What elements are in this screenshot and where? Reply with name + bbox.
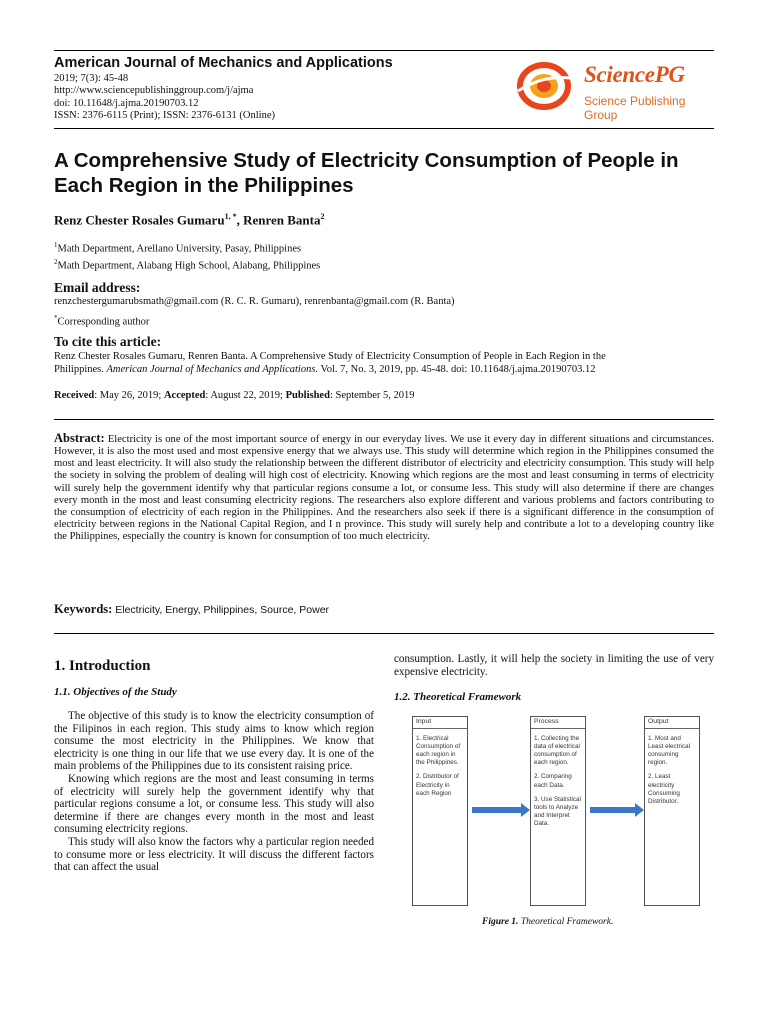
corr-sup: *	[54, 314, 58, 322]
right-column-text	[394, 653, 714, 678]
arrow-right-icon	[472, 807, 522, 813]
author-line	[54, 212, 324, 228]
keywords-label: Keywords:	[54, 602, 113, 616]
process-item-2: 2. Comparing each Data.	[534, 773, 572, 789]
affiliation-2	[54, 258, 320, 272]
author-1-sup: 1, *	[224, 212, 237, 221]
journal-meta	[54, 73, 275, 123]
cite-text	[54, 351, 714, 377]
email-heading: Email address:	[54, 280, 141, 295]
abstract-top-rule	[54, 419, 714, 420]
paragraph-1: The objective of this study is to know the electricity consumption of the Filipinos in each region. This study aims to know which region consume the most electricity in the Philippines. We know that electricity is one thing in our life that we use every day. It is one of the main problems of the Philippines due to its consistent raising price.	[54, 710, 374, 773]
output-box	[644, 716, 700, 906]
output-item-1: 1. Most and Least electrical consuming region.	[648, 735, 690, 767]
issn-line: ISSN: 2376-6115 (Print); ISSN: 2376-6131 (Online)	[54, 110, 275, 122]
paragraph-4: consumption. Lastly, it will help the society in limiting the use of very expensive electricity.	[394, 653, 714, 678]
input-item-1: 1. Electrical Consumption of each region in the Philippines.	[416, 735, 461, 767]
process-box	[530, 716, 586, 906]
input-box	[412, 716, 468, 906]
cite-journal: American Journal of Mechanics and Applications	[106, 363, 316, 375]
affiliation-1-text: Math Department, Arellano University, Pasay, Philippines	[57, 243, 302, 255]
corr-text: Corresponding author	[57, 316, 150, 328]
process-item-3: 3. Use Statistical tools to Analyze and Interpret Data.	[534, 795, 581, 827]
output-item-2: 2. Least electricity Consuming Distributor.	[648, 773, 680, 805]
figure-caption	[482, 917, 613, 927]
theoretical-framework-figure	[410, 710, 714, 912]
input-heading: Input	[413, 717, 467, 729]
abstract-label: Abstract:	[54, 431, 105, 445]
author-sep: ,	[236, 212, 244, 228]
output-heading: Output	[645, 717, 699, 729]
arrow-right-icon	[590, 807, 636, 813]
sciencepg-logo	[512, 58, 712, 122]
cite-post: . Vol. 7, No. 3, 2019, pp. 45-48. doi: 10.11648/j.ajma.20190703.12	[315, 363, 596, 375]
doi-line: doi: 10.11648/j.ajma.20190703.12	[54, 97, 199, 109]
volume-line: 2019; 7(3): 45-48	[54, 73, 129, 84]
accepted-label: Accepted	[163, 390, 206, 401]
affiliation-1	[54, 241, 301, 255]
process-heading: Process	[531, 717, 585, 729]
article-dates	[54, 390, 415, 403]
abstract	[54, 432, 714, 543]
input-item-2: 2. Distributor of Electricity in each Region	[416, 773, 459, 797]
published-label: Published	[285, 390, 330, 401]
figure-caption-label: Figure 1.	[482, 917, 519, 927]
top-rule	[54, 50, 714, 51]
author-2: Renren Banta	[243, 212, 321, 228]
figure-caption-text: Theoretical Framework.	[518, 917, 614, 927]
cite-heading: To cite this article:	[54, 334, 162, 349]
keywords	[54, 602, 329, 617]
author-1: Renz Chester Rosales Gumaru	[54, 212, 225, 228]
corresponding-author	[54, 312, 149, 329]
abstract-bottom-rule	[54, 633, 714, 634]
keywords-text: Electricity, Energy, Philippines, Source, Power	[115, 604, 330, 616]
affiliation-2-text: Math Department, Alabang High School, Alabang, Philippines	[57, 260, 321, 272]
header-rule	[54, 128, 714, 129]
paragraph-2: Knowing which regions are the most and least consuming in terms of electricity will surely help the government identify why that particular regions consume a lot, or consume less. This study will also determine if there are changes every month in the most and least consuming electricity regions.	[54, 772, 374, 836]
subsection-heading-objectives: 1.1. Objectives of the Study	[54, 686, 177, 698]
left-column-text	[54, 710, 374, 874]
received-date: : May 26, 2019;	[94, 390, 164, 401]
cite-line-2	[54, 364, 714, 377]
subsection-heading-framework: 1.2. Theoretical Framework	[394, 691, 522, 703]
logo-brand: SciencePG	[584, 62, 685, 87]
section-heading-introduction: 1. Introduction	[54, 658, 151, 674]
logo-ring-icon	[516, 61, 578, 111]
accepted-date: : August 22, 2019;	[205, 390, 286, 401]
journal-url[interactable]: http://www.sciencepublishinggroup.com/j/ajma	[54, 85, 254, 97]
cite-line-1: Renz Chester Rosales Gumaru, Renren Banta. A Comprehensive Study of Electricity Consumption of People in Each Region in the	[54, 351, 606, 362]
received-label: Received	[54, 390, 95, 401]
abstract-text: Electricity is one of the most important source of energy in our everyday lives. We use it every day in different situations and circumstances. However, it is also the most used and most expensive energy that we always use. This study will determine which region in the Philippines consumed the most and least electricity. It will also study the relationship between the different distributor of electricity and electricity consumption. This study will help the society in solving the problem of dealing will high cost of electricity. Knowing which regions are the most and least consuming in terms of electricity will surely help the government identify why that particular regions consume a lot, or consume less. This study will also determine if there are changes every month in the most and least consuming electricity regions. The researchers also explore different and various problems and factors contributing to the consumption of electricity of each region in the Philippines. And the researchers also seek if there is a significant difference in the consumption of electricity between regions in the National Capital Region, and I n province. This study will surely help and contribute a lot to a developing country like the Philippines, especially the country is known for consumption of too much electricity.	[54, 434, 714, 543]
process-item-1: 1. Collecting the data of electrical consumption of each region.	[534, 735, 580, 767]
affiliation-1-sup: 1	[54, 241, 58, 249]
paragraph-3: This study will also know the factors why a particular region needed to consume more or less electricity. It will discuss the different factors that can affect the usual	[54, 835, 374, 874]
cite-pre: Philippines.	[54, 363, 107, 375]
published-date: : September 5, 2019	[329, 390, 415, 401]
email-addresses[interactable]: renzchestergumarubsmath@gmail.com (R. C. R. Gumaru), renrenbanta@gmail.com (R. Banta)	[54, 296, 455, 307]
affiliation-2-sup: 2	[54, 258, 58, 266]
journal-name: American Journal of Mechanics and Applications	[54, 55, 393, 71]
logo-subtitle: Science Publishing Group	[584, 94, 686, 122]
author-2-sup: 2	[320, 212, 325, 221]
paper-title: A Comprehensive Study of Electricity Consumption of People in Each Region in the Philippines	[54, 149, 679, 197]
